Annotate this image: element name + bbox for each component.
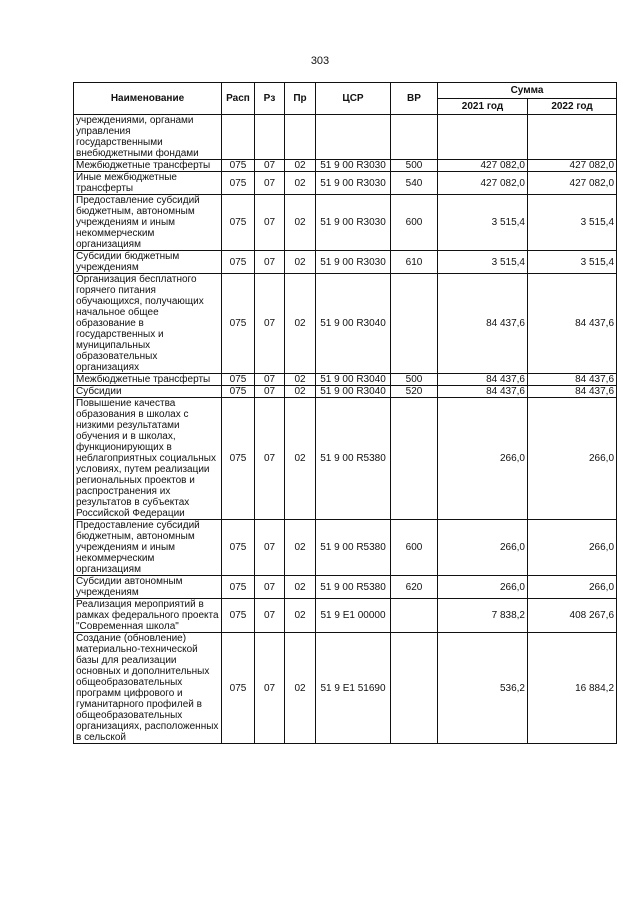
cell-pr: 02: [285, 633, 316, 744]
cell-csr: 51 9 00 R3030: [316, 251, 391, 274]
cell-y2022: 84 437,6: [528, 374, 617, 386]
cell-name: Субсидии автономным учреждениям: [74, 576, 222, 599]
cell-csr: 51 9 E1 00000: [316, 599, 391, 633]
cell-pr: 02: [285, 251, 316, 274]
budget-table: [73, 82, 617, 744]
cell-rasp: 075: [222, 633, 255, 744]
header-year-2021: 2021 год: [438, 99, 528, 115]
cell-y2022: 266,0: [528, 576, 617, 599]
table-row: [74, 398, 617, 520]
cell-csr: 51 9 E1 51690: [316, 633, 391, 744]
table-row: [74, 374, 617, 386]
cell-csr: 51 9 00 R5380: [316, 398, 391, 520]
cell-y2021: 427 082,0: [438, 172, 528, 195]
cell-name: Предоставление субсидий бюджетным, автономным учреждениям и иным некоммерческим организациям: [74, 195, 222, 251]
cell-csr: 51 9 00 R3030: [316, 160, 391, 172]
cell-y2022: 84 437,6: [528, 274, 617, 374]
header-rasp: Расп: [222, 83, 255, 115]
cell-rz: [255, 115, 285, 160]
header-name: Наименование: [74, 83, 222, 115]
cell-pr: 02: [285, 160, 316, 172]
cell-vr: 610: [391, 251, 438, 274]
cell-pr: 02: [285, 374, 316, 386]
cell-vr: [391, 274, 438, 374]
cell-rasp: 075: [222, 386, 255, 398]
cell-y2022: 3 515,4: [528, 251, 617, 274]
cell-rasp: 075: [222, 274, 255, 374]
cell-pr: 02: [285, 274, 316, 374]
cell-name: Повышение качества образования в школах с низкими результатами обучения и в школах, функционирующих в неблагоприятных социальных условиях, путем реализации региональных проектов и распространения их результатов в субъектах Российской Федерации: [74, 398, 222, 520]
cell-rz: 07: [255, 520, 285, 576]
cell-rasp: 075: [222, 195, 255, 251]
header-vr: ВР: [391, 83, 438, 115]
cell-rz: 07: [255, 576, 285, 599]
cell-csr: 51 9 00 R3040: [316, 386, 391, 398]
cell-y2022: 266,0: [528, 520, 617, 576]
cell-rasp: 075: [222, 374, 255, 386]
cell-y2021: 266,0: [438, 398, 528, 520]
cell-vr: [391, 599, 438, 633]
cell-name: Межбюджетные трансферты: [74, 160, 222, 172]
cell-rasp: 075: [222, 251, 255, 274]
cell-vr: 500: [391, 160, 438, 172]
cell-rz: 07: [255, 398, 285, 520]
cell-y2021: 84 437,6: [438, 386, 528, 398]
cell-vr: 600: [391, 195, 438, 251]
table-row: [74, 520, 617, 576]
cell-y2021: 84 437,6: [438, 274, 528, 374]
cell-y2022: 427 082,0: [528, 172, 617, 195]
cell-y2022: 3 515,4: [528, 195, 617, 251]
cell-y2021: 3 515,4: [438, 195, 528, 251]
header-year-2022: 2022 год: [528, 99, 617, 115]
header-summa: Сумма: [438, 83, 617, 99]
cell-pr: [285, 115, 316, 160]
cell-y2021: 536,2: [438, 633, 528, 744]
cell-vr: 620: [391, 576, 438, 599]
table-row: [74, 160, 617, 172]
cell-pr: 02: [285, 520, 316, 576]
cell-csr: 51 9 00 R3040: [316, 274, 391, 374]
cell-rz: 07: [255, 633, 285, 744]
cell-rasp: 075: [222, 599, 255, 633]
cell-csr: 51 9 00 R5380: [316, 576, 391, 599]
cell-y2021: 266,0: [438, 576, 528, 599]
cell-rz: 07: [255, 274, 285, 374]
cell-rasp: 075: [222, 172, 255, 195]
cell-rz: 07: [255, 251, 285, 274]
table-row: [74, 251, 617, 274]
table-row: [74, 172, 617, 195]
cell-y2022: 266,0: [528, 398, 617, 520]
cell-pr: 02: [285, 398, 316, 520]
cell-rasp: [222, 115, 255, 160]
table-row: [74, 115, 617, 160]
cell-name: Организация бесплатного горячего питания обучающихся, получающих начальное общее образование в государственных и муниципальных образовательных организациях: [74, 274, 222, 374]
cell-csr: 51 9 00 R3030: [316, 172, 391, 195]
cell-rasp: 075: [222, 576, 255, 599]
cell-name: Реализация мероприятий в рамках федерального проекта "Современная школа": [74, 599, 222, 633]
table-row: [74, 274, 617, 374]
cell-vr: 540: [391, 172, 438, 195]
cell-y2022: 427 082,0: [528, 160, 617, 172]
table-row: [74, 386, 617, 398]
cell-csr: 51 9 00 R3030: [316, 195, 391, 251]
cell-name: Субсидии бюджетным учреждениям: [74, 251, 222, 274]
cell-rasp: 075: [222, 398, 255, 520]
cell-name: Субсидии: [74, 386, 222, 398]
table-body: [74, 115, 617, 744]
cell-vr: 600: [391, 520, 438, 576]
cell-rz: 07: [255, 386, 285, 398]
cell-vr: 500: [391, 374, 438, 386]
table-row: [74, 599, 617, 633]
cell-rz: 07: [255, 172, 285, 195]
cell-y2022: [528, 115, 617, 160]
cell-rasp: 075: [222, 520, 255, 576]
cell-y2021: 3 515,4: [438, 251, 528, 274]
header-rz: Рз: [255, 83, 285, 115]
cell-pr: 02: [285, 599, 316, 633]
cell-csr: 51 9 00 R5380: [316, 520, 391, 576]
cell-pr: 02: [285, 386, 316, 398]
cell-y2022: 84 437,6: [528, 386, 617, 398]
cell-name: Межбюджетные трансферты: [74, 374, 222, 386]
header-csr: ЦСР: [316, 83, 391, 115]
cell-y2022: 408 267,6: [528, 599, 617, 633]
cell-rz: 07: [255, 374, 285, 386]
cell-y2022: 16 884,2: [528, 633, 617, 744]
cell-y2021: 427 082,0: [438, 160, 528, 172]
cell-pr: 02: [285, 172, 316, 195]
cell-y2021: 266,0: [438, 520, 528, 576]
cell-name: Иные межбюджетные трансферты: [74, 172, 222, 195]
cell-csr: [316, 115, 391, 160]
cell-name: учреждениями, органами управления государственными внебюджетными фондами: [74, 115, 222, 160]
cell-y2021: 84 437,6: [438, 374, 528, 386]
header-pr: Пр: [285, 83, 316, 115]
cell-rz: 07: [255, 160, 285, 172]
cell-vr: [391, 398, 438, 520]
cell-csr: 51 9 00 R3040: [316, 374, 391, 386]
cell-rz: 07: [255, 599, 285, 633]
cell-rz: 07: [255, 195, 285, 251]
cell-rasp: 075: [222, 160, 255, 172]
cell-name: Предоставление субсидий бюджетным, автономным учреждениям и иным некоммерческим организациям: [74, 520, 222, 576]
table-row: [74, 195, 617, 251]
cell-vr: [391, 115, 438, 160]
cell-name: Создание (обновление) материально-технической базы для реализации основных и дополнительных общеобразовательных программ цифрового и гуманитарного профилей в общеобразовательных организациях, расположенных в сельской: [74, 633, 222, 744]
cell-pr: 02: [285, 576, 316, 599]
table-row: [74, 633, 617, 744]
cell-vr: 520: [391, 386, 438, 398]
table-row: [74, 576, 617, 599]
cell-vr: [391, 633, 438, 744]
cell-y2021: 7 838,2: [438, 599, 528, 633]
cell-y2021: [438, 115, 528, 160]
cell-pr: 02: [285, 195, 316, 251]
page-number: 303: [310, 55, 330, 67]
